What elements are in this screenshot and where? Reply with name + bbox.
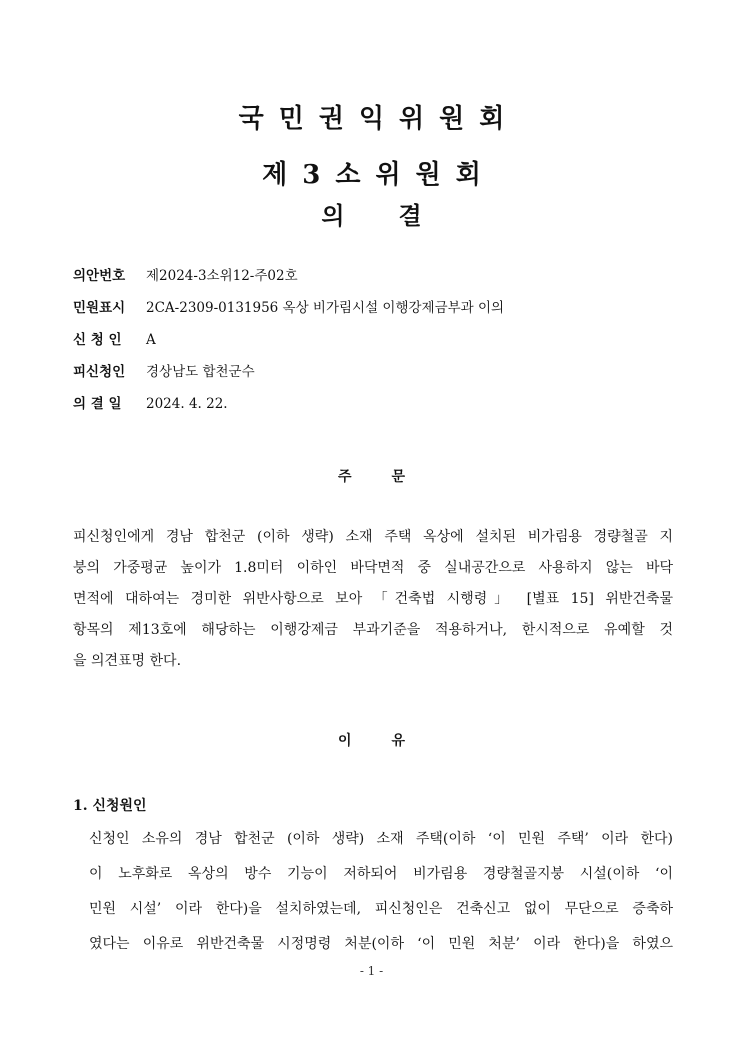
reason-title-char-2: 유 [391,733,406,749]
order-line: 항목의 제13호에 해당하는 이행강제금 부과기준을 적용하거나, 한시적으로 유예할 것 [73,622,673,638]
meta-row-applicant [73,330,504,362]
meta-row-decision-date [73,394,504,426]
meta-value: 제2024-3소위12-주02호 [146,268,298,284]
reason-line: 였다는 이유로 위반건축물 시정명령 처분(이하 ‘이 민원 처분’ 이라 한다)을 하였으 [89,936,673,952]
meta-label: 의안번호 [73,268,126,284]
subsection-title: 1. 신청원인 [73,798,147,814]
order-title-char-2: 문 [391,469,406,485]
doc-type-char-1: 의 [321,201,345,230]
meta-row-case-number [73,266,504,298]
meta-label: 피신청인 [73,364,126,380]
reason-title-char-1: 이 [337,733,352,749]
committee-title: 제3소위원회 [262,160,496,190]
reason-line: 민원 시설’ 이라 한다)을 설치하였는데, 피신청인은 건축신고 없이 무단으로 증축하 [89,901,673,917]
org-title: 국민권익위원회 [238,104,520,134]
reason-line: 신청인 소유의 경남 합천군 (이하 생략) 소재 주택(이하 ‘이 민원 주택’ 이라 한다) [89,831,673,847]
doc-type-title [0,196,743,231]
meta-label: 의 결 일 [73,396,122,412]
order-title-char-1: 주 [337,469,352,485]
meta-block [73,266,504,426]
order-section-title [0,466,743,486]
meta-value: A [146,332,156,348]
reason-line: 이 노후화로 옥상의 방수 기능이 저하되어 비가림용 경량철골지붕 시설(이하 ‘이 [89,866,673,882]
doc-type-char-2: 결 [398,201,422,230]
order-line: 붕의 가중평균 높이가 1.8미터 이하인 바닥면적 중 실내공간으로 사용하지 않는 바닥 [73,560,673,576]
meta-value: 2024. 4. 22. [146,396,228,412]
meta-value: 2CA-2309-0131956 옥상 비가림시설 이행강제금부과 이의 [146,300,505,316]
order-line: 면적에 대하여는 경미한 위반사항으로 보아 「건축법 시행령」 [별표 15] 위반건축물 [73,591,673,607]
reason-section-title [0,730,743,750]
reason-paragraph [89,822,673,962]
order-paragraph [73,522,673,677]
meta-row-respondent [73,362,504,394]
meta-row-complaint [73,298,504,330]
meta-label: 민원표시 [73,300,126,316]
page-number: - 1 - [359,964,384,978]
meta-label: 신 청 인 [73,332,122,348]
meta-value: 경상남도 합천군수 [146,364,255,380]
order-line: 피신청인에게 경남 합천군 (이하 생략) 소재 주택 옥상에 설치된 비가림용 경량철골 지 [73,529,673,545]
order-line: 을 의견표명 한다. [73,653,182,669]
